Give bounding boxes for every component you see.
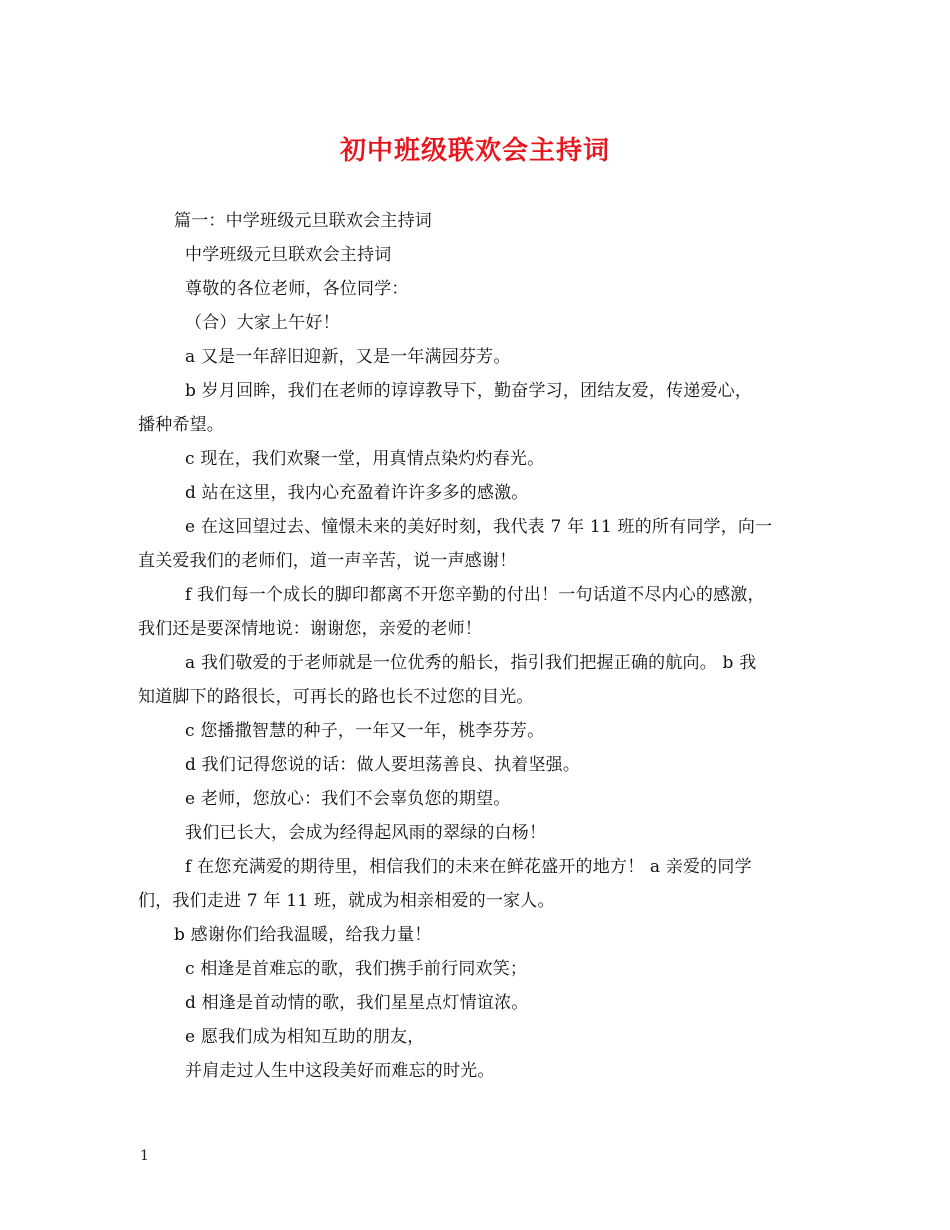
text-line: 并肩走过人生中这段美好而难忘的时光。 [185, 1061, 495, 1081]
text-line: 中学班级元旦联欢会主持词 [185, 245, 392, 265]
text-line: e 愿我们成为相知互助的朋友， [185, 1027, 425, 1047]
text-line: d 我们记得您说的话：做人要坦荡善良、执着坚强。 [185, 755, 581, 775]
text-line: a 我们敬爱的于老师就是一位优秀的船长，指引我们把握正确的航向。 b 我 [185, 653, 757, 673]
text-line: 知道脚下的路很长，可再长的路也长不过您的目光。 [138, 687, 534, 707]
text-line: 直关爱我们的老师们，道一声辛苦，说一声感谢！ [138, 551, 517, 571]
text-line: b 岁月回眸，我们在老师的谆谆教导下，勤奋学习，团结友爱，传递爱心， [185, 381, 753, 401]
text-line: a 又是一年辞旧迎新，又是一年满园芬芳。 [185, 347, 511, 367]
document-title: 初中班级联欢会主持词 [339, 136, 610, 166]
text-line: f 我们每一个成长的脚印都离不开您辛勤的付出！一句话道不尽内心的感激， [185, 585, 765, 605]
text-line: c 相逢是首难忘的歌，我们携手前行同欢笑； [185, 959, 528, 979]
text-line: f 在您充满爱的期待里，相信我们的未来在鲜花盛开的地方！ a 亲爱的同学 [185, 857, 752, 877]
text-line: 尊敬的各位老师，各位同学： [185, 279, 409, 299]
text-line: d 相逢是首动情的歌，我们星星点灯情谊浓。 [185, 993, 529, 1013]
document-body [138, 204, 828, 1088]
text-line: d 站在这里，我内心充盈着许许多多的感激。 [185, 483, 529, 503]
text-line: b 感谢你们给我温暖，给我力量！ [174, 925, 432, 945]
text-line: （合）大家上午好！ [185, 313, 340, 333]
text-line: 我们还是要深情地说：谢谢您，亲爱的老师！ [138, 619, 482, 639]
text-line: 篇一：中学班级元旦联欢会主持词 [174, 211, 432, 231]
text-line: e 老师，您放心：我们不会辜负您的期望。 [185, 789, 511, 809]
text-line: e 在这回望过去、憧憬未来的美好时刻，我代表 7 年 11 班的所有同学，向一 [185, 517, 773, 537]
page-number: 1 [140, 1148, 149, 1164]
text-line: 们，我们走进 7 年 11 班，就成为相亲相爱的一家人。 [138, 891, 555, 911]
text-line: c 现在，我们欢聚一堂，用真情点染灼灼春光。 [185, 449, 545, 469]
text-line: c 您播撒智慧的种子，一年又一年，桃李芬芳。 [185, 721, 545, 741]
text-line: 我们已长大，会成为经得起风雨的翠绿的白杨！ [185, 823, 547, 843]
text-line: 播种希望。 [138, 415, 224, 435]
